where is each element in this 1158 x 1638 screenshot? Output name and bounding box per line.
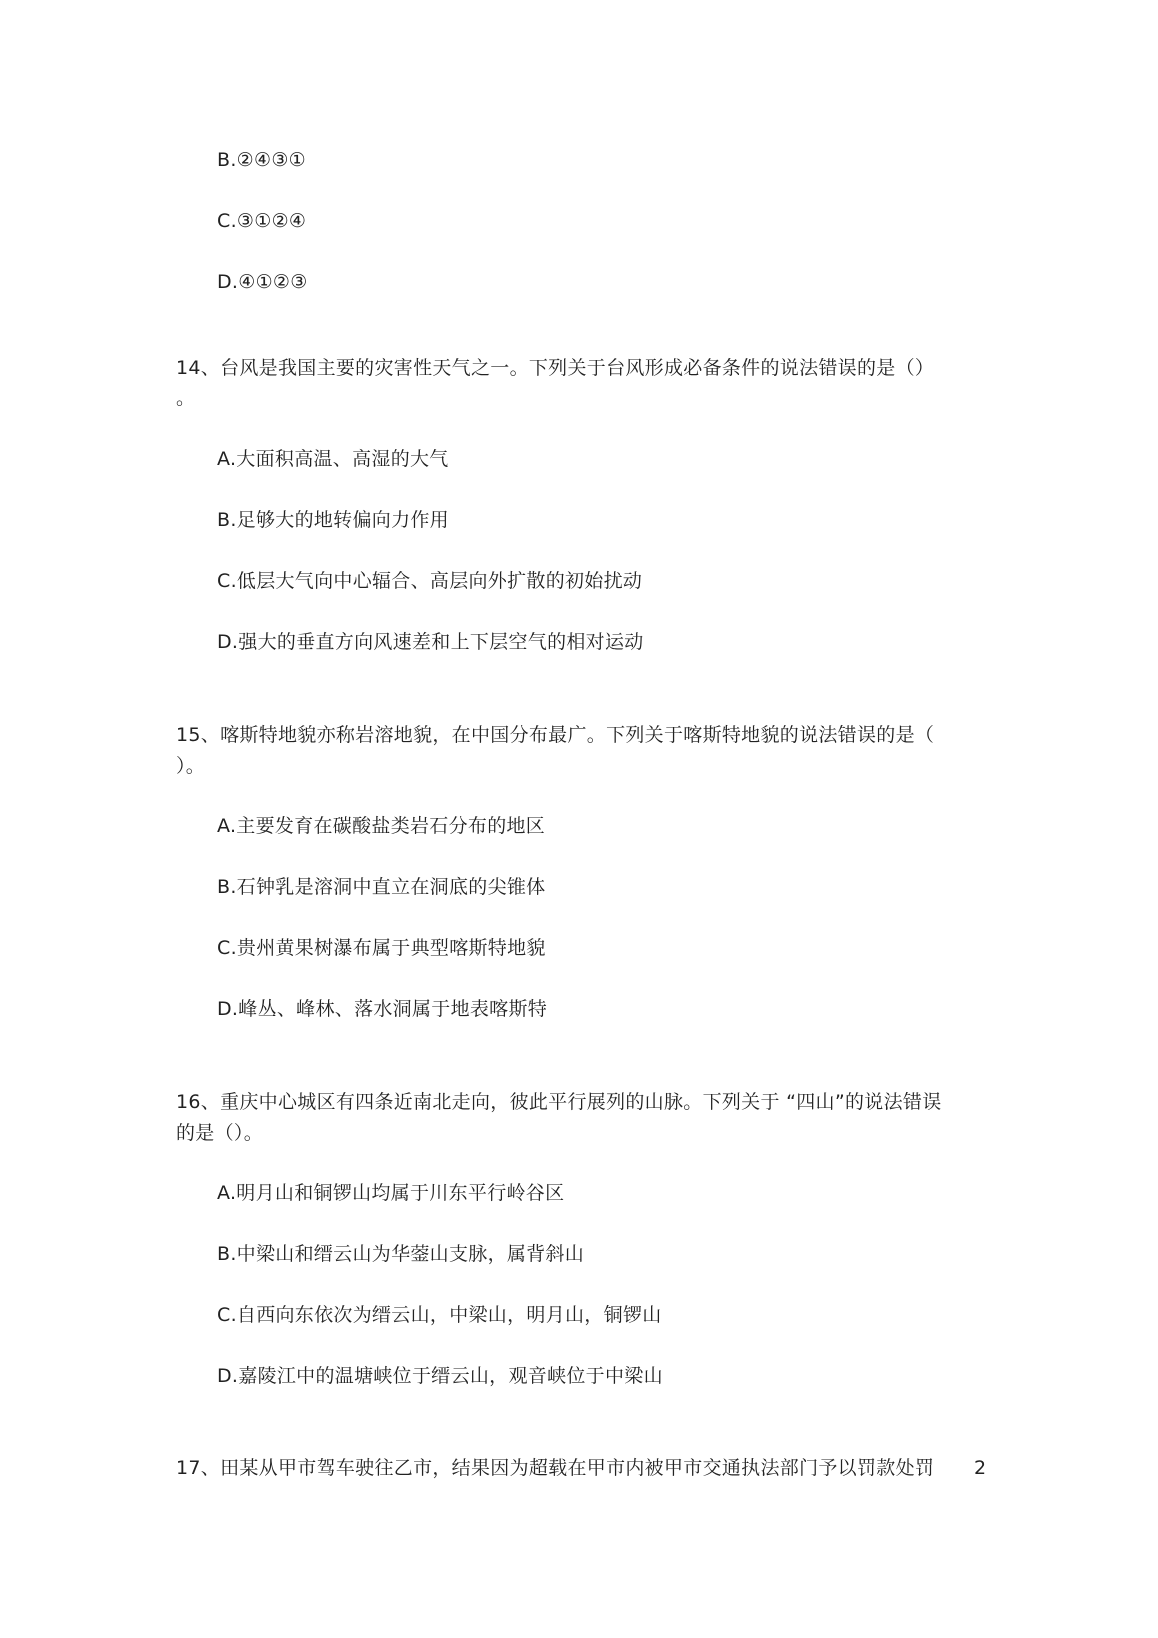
question-15-text: 15、喀斯特地貌亦称岩溶地貌，在中国分布最广。下列关于喀斯特地貌的说法错误的是（ xyxy=(176,724,935,746)
question-15-option-c: C.贵州黄果树瀑布属于典型喀斯特地貌 xyxy=(217,937,546,959)
question-15-text-cont: ）。 xyxy=(176,755,206,777)
question-14-option-a: A.大面积高温、高湿的大气 xyxy=(217,448,449,470)
option-b: B.②④③① xyxy=(217,149,307,171)
question-14-option-c: C.低层大气向中心辐合、高层向外扩散的初始扰动 xyxy=(217,570,643,592)
question-14-option-d: D.强大的垂直方向风速差和上下层空气的相对运动 xyxy=(217,631,644,653)
question-17-text: 17、田某从甲市驾车驶往乙市，结果因为超载在甲市内被甲市交通执法部门予以罚款处罚 xyxy=(176,1457,935,1479)
question-16-text: 16、重庆中心城区有四条近南北走向，彼此平行展列的山脉。下列关于 “四山”的说法错误 xyxy=(176,1091,942,1113)
option-c: C.③①②④ xyxy=(217,210,307,232)
page-number: 2 xyxy=(974,1457,987,1479)
question-16-option-c: C.自西向东依次为缙云山，中梁山，明月山，铜锣山 xyxy=(217,1304,662,1326)
question-16-text-cont: 的是（）。 xyxy=(176,1122,264,1144)
question-14-text-cont: 。 xyxy=(176,387,196,409)
question-14-option-b: B.足够大的地转偏向力作用 xyxy=(217,509,449,531)
question-15-option-b: B.石钟乳是溶洞中直立在洞底的尖锥体 xyxy=(217,876,546,898)
option-d: D.④①②③ xyxy=(217,271,308,293)
question-16-option-b: B.中梁山和缙云山为华蓥山支脉，属背斜山 xyxy=(217,1243,585,1265)
question-16-option-a: A.明月山和铜锣山均属于川东平行岭谷区 xyxy=(217,1182,565,1204)
question-15-option-d: D.峰丛、峰林、落水洞属于地表喀斯特 xyxy=(217,998,548,1020)
question-14-text: 14、台风是我国主要的灾害性天气之一。下列关于台风形成必备条件的说法错误的是（） xyxy=(176,357,935,379)
question-15-option-a: A.主要发育在碳酸盐类岩石分布的地区 xyxy=(217,815,546,837)
question-16-option-d: D.嘉陵江中的温塘峡位于缙云山，观音峡位于中梁山 xyxy=(217,1365,663,1387)
